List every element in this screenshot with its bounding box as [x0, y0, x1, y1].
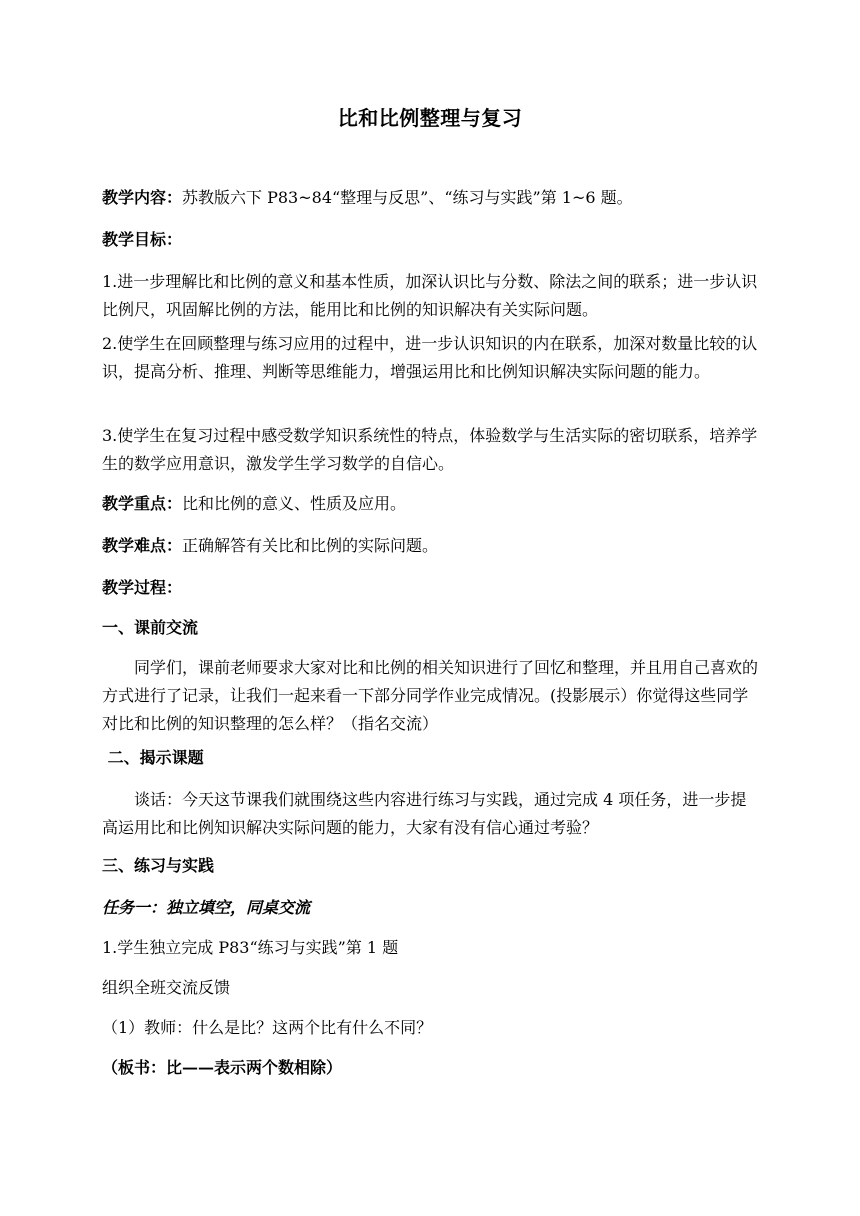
goal-3: 3.使学生在复习过程中感受数学知识系统性的特点，体验数学与生活实际的密切联系，培养学生的数学应用意识，激发学生学习数学的自信心。	[102, 426, 758, 473]
task-1-item-1: 1.学生独立完成 P83“练习与实践”第 1 题	[102, 938, 399, 957]
section-1-heading: 一、课前交流	[102, 618, 199, 637]
teaching-content-text: 苏教版六下 P83~84“整理与反思”、“练习与实践”第 1~6 题。	[182, 188, 633, 207]
task-1-heading: 任务一：独立填空，同桌交流	[102, 898, 311, 917]
task-1-blackboard-note: （板书：比——表示两个数相除）	[102, 1058, 343, 1077]
task-1-item-2: 组织全班交流反馈	[102, 978, 231, 997]
section-1-text: 同学们，课前老师要求大家对比和比例的相关知识进行了回忆和整理，并且用自己喜欢的方式进行了记录，让我们一起来看一下部分同学作业完成情况。(投影展示）你觉得这些同学对比和比例的知识整理的怎么样？（指名交流）	[102, 658, 759, 733]
difficulties-text: 正确解答有关比和比例的实际问题。	[182, 536, 439, 555]
teaching-key-points	[102, 490, 758, 518]
key-points-label: 教学重点：	[102, 494, 183, 513]
teaching-content-label: 教学内容：	[102, 188, 183, 207]
section-2-text: 谈话：今天这节课我们就围绕这些内容进行练习与实践，通过完成 4 项任务，进一步提高运用比和比例知识解决实际问题的能力，大家有没有信心通过考验？	[102, 790, 747, 837]
teaching-process-label: 教学过程：	[102, 578, 183, 597]
key-points-text: 比和比例的意义、性质及应用。	[182, 494, 407, 513]
teaching-difficulties	[102, 532, 758, 560]
section-2-heading: 二、揭示课题	[102, 748, 204, 767]
page-title: 比和比例整理与复习	[337, 106, 523, 130]
goal-2: 2.使学生在回顾整理与练习应用的过程中，进一步认识知识的内在联系，加深对数量比较的认识，提高分析、推理、判断等思维能力，增强运用比和比例知识解决实际问题的能力。	[102, 334, 758, 381]
teaching-goals-label: 教学目标：	[102, 230, 183, 249]
teaching-content	[102, 184, 758, 212]
difficulties-label: 教学难点：	[102, 536, 183, 555]
section-3-heading: 三、练习与实践	[102, 856, 215, 875]
task-1-item-3: （1）教师：什么是比？这两个比有什么不同？	[102, 1018, 433, 1037]
goal-1: 1.进一步理解比和比例的意义和基本性质，加深认识比与分数、除法之间的联系；进一步认识比例尺，巩固解比例的方法，能用比和比例的知识解决有关实际问题。	[102, 272, 758, 319]
